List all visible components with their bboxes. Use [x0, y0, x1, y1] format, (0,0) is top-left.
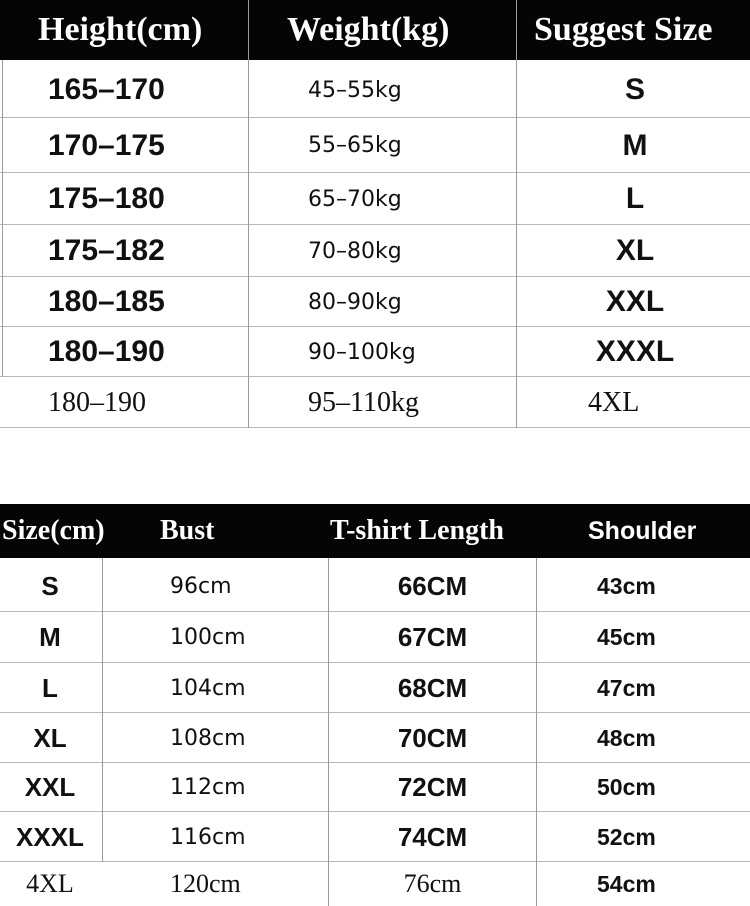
- row-divider: [0, 427, 750, 428]
- length-cell: 76cm: [403, 869, 462, 898]
- length-cell: 68CM: [397, 672, 468, 703]
- header-shoulder: Shoulder: [588, 516, 697, 545]
- row-divider: [0, 712, 750, 713]
- size-cell: XXXL: [595, 335, 675, 368]
- weight-cell: 55–65kg: [308, 133, 402, 158]
- size-cell: XXL: [605, 285, 665, 318]
- shoulder-cell: 52cm: [597, 823, 656, 850]
- row-divider: [0, 172, 750, 173]
- table-row: [0, 763, 750, 812]
- row-divider: [0, 762, 750, 763]
- table-row: [0, 327, 750, 377]
- length-cell: 72CM: [397, 772, 468, 802]
- shoulder-cell: 45cm: [597, 624, 656, 650]
- row-divider: [0, 611, 750, 612]
- header-bust: Bust: [160, 515, 215, 546]
- weight-cell: 65–70kg: [308, 186, 402, 212]
- weight-cell: 80–90kg: [308, 289, 402, 315]
- table-row: [0, 378, 750, 428]
- size-cell: M: [39, 622, 61, 652]
- size-cell: S: [624, 73, 645, 106]
- measurements-header-row: [0, 504, 750, 558]
- column-divider: [102, 558, 103, 862]
- row-divider: [0, 662, 750, 663]
- column-divider: [536, 558, 537, 906]
- table-row: [0, 118, 750, 173]
- header-suggest-size: Suggest Size: [534, 11, 713, 48]
- height-cell: 180–190: [48, 335, 165, 368]
- table-row: [0, 612, 750, 663]
- header-tshirt-length: T-shirt Length: [330, 515, 505, 546]
- header-height: Height(cm): [38, 11, 203, 48]
- column-divider: [248, 0, 249, 428]
- row-divider: [0, 326, 750, 327]
- column-divider: [516, 0, 517, 428]
- row-divider: [0, 861, 750, 862]
- bust-cell: 116cm: [170, 824, 246, 850]
- table-row: [0, 277, 750, 327]
- bust-cell: 104cm: [170, 675, 246, 701]
- height-cell: 180–185: [48, 285, 165, 318]
- table-row: [0, 862, 750, 906]
- header-weight: Weight(kg): [287, 11, 450, 48]
- column-divider: [328, 558, 329, 906]
- size-cell: M: [622, 128, 648, 162]
- header-size: Size(cm): [2, 515, 105, 546]
- shoulder-cell: 50cm: [597, 774, 656, 800]
- height-cell: 175–182: [48, 234, 165, 267]
- table-row: [0, 62, 750, 118]
- shoulder-cell: 47cm: [597, 674, 656, 701]
- weight-cell: 45–55kg: [308, 77, 402, 103]
- height-cell: 165–170: [48, 73, 165, 106]
- row-divider: [0, 376, 750, 377]
- size-cell: XL: [33, 722, 67, 753]
- size-cell: XL: [615, 234, 655, 267]
- bust-cell: 100cm: [170, 625, 246, 650]
- bust-cell: 112cm: [170, 775, 246, 800]
- size-guide-table: [0, 0, 750, 428]
- column-divider: [2, 60, 3, 377]
- height-cell: 170–175: [48, 128, 165, 162]
- row-divider: [0, 276, 750, 277]
- table-row: [0, 663, 750, 713]
- table-row: [0, 225, 750, 277]
- weight-cell: 95–110kg: [308, 387, 419, 418]
- height-cell: 180–190: [48, 387, 146, 418]
- size-cell: L: [625, 182, 645, 215]
- size-cell: L: [42, 672, 58, 703]
- length-cell: 74CM: [397, 821, 468, 852]
- row-divider: [0, 224, 750, 225]
- size-cell: S: [41, 570, 59, 601]
- shoulder-cell: 48cm: [597, 724, 656, 751]
- shoulder-cell: 43cm: [597, 572, 656, 599]
- bust-cell: 120cm: [170, 869, 241, 898]
- size-guide-header-row: [0, 0, 750, 60]
- measurements-table: [0, 504, 750, 906]
- size-cell: XXL: [24, 772, 76, 802]
- weight-cell: 70–80kg: [308, 238, 402, 264]
- row-divider: [0, 117, 750, 118]
- weight-cell: 90–100kg: [308, 339, 416, 365]
- length-cell: 67CM: [397, 622, 468, 652]
- row-divider: [0, 811, 750, 812]
- shoulder-cell: 54cm: [597, 870, 656, 897]
- size-cell: 4XL: [588, 387, 640, 418]
- table-row: [0, 173, 750, 225]
- length-cell: 66CM: [397, 570, 468, 601]
- length-cell: 70CM: [397, 722, 468, 753]
- height-cell: 175–180: [48, 182, 165, 215]
- bust-cell: 96cm: [170, 573, 232, 599]
- table-row: [0, 812, 750, 862]
- table-row: [0, 713, 750, 763]
- size-cell: 4XL: [26, 869, 74, 898]
- bust-cell: 108cm: [170, 725, 246, 751]
- table-row: [0, 560, 750, 612]
- size-cell: XXXL: [16, 821, 84, 852]
